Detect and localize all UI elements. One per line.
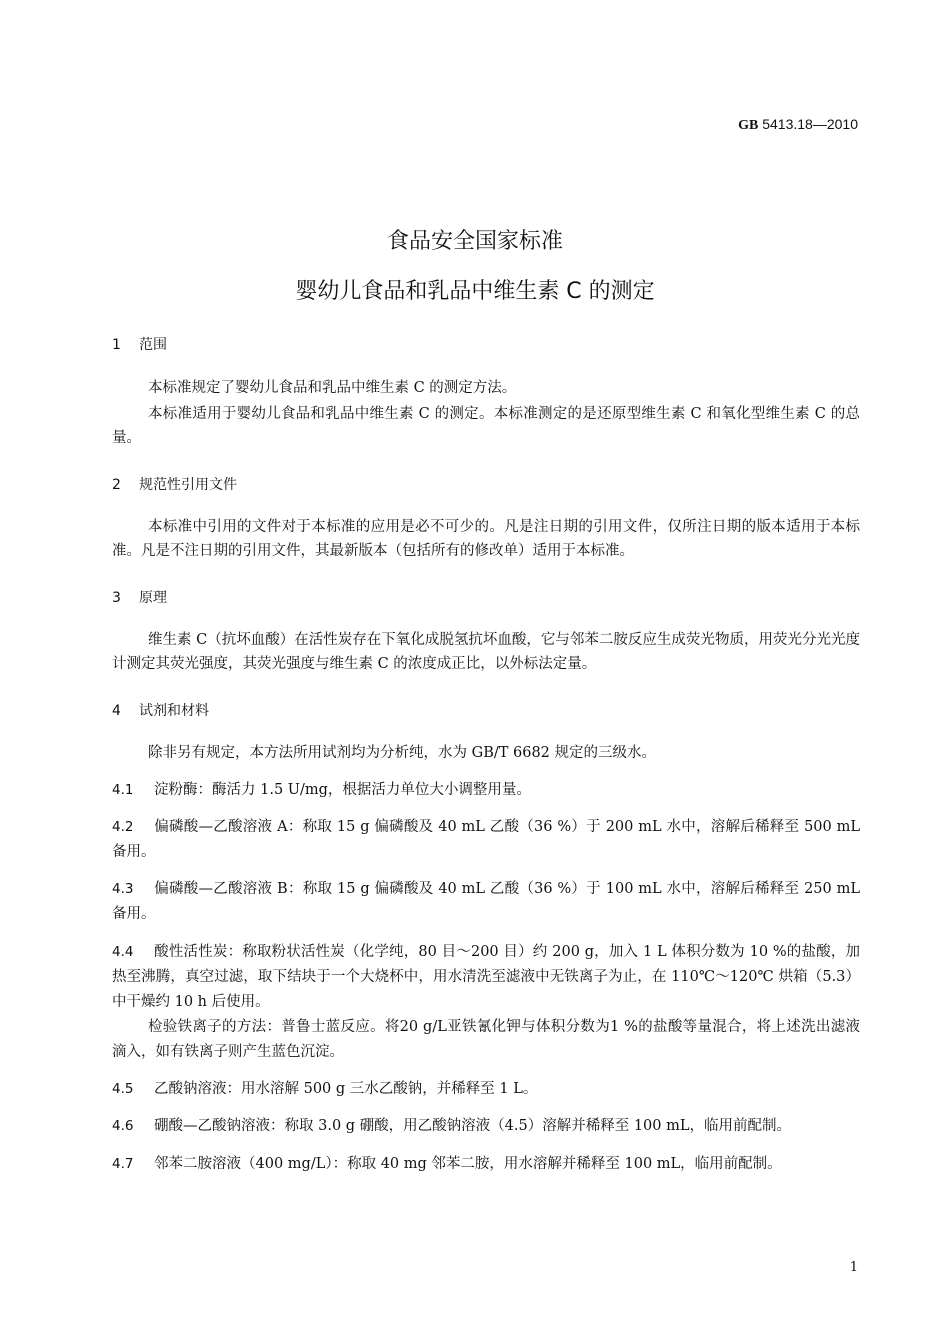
section-number: 1 — [112, 337, 121, 353]
paragraph-normative-references: 本标准中引用的文件对于本标准的应用是必不可少的。凡是注日期的引用文件，仅所注日期的版本适用于本标准。凡是不注日期的引用文件，其最新版本（包括所有的修改单）适用于本标准。 — [112, 519, 860, 559]
section-title: 试剂和材料 — [139, 703, 209, 719]
reagent-item-4-6 — [112, 1114, 860, 1139]
section-heading-normative-references — [112, 474, 237, 494]
item-number: 4.4 — [112, 944, 134, 960]
reagent-item-4-2 — [112, 815, 860, 865]
item-text: 偏磷酸—乙酸溶液 A：称取 15 g 偏磷酸及 40 mL 乙酸（36 %）于 200 mL 水中，溶解后稀释至 500 mL 备用。 — [112, 819, 860, 860]
item-number: 4.1 — [112, 782, 134, 798]
item-number: 4.3 — [112, 881, 134, 897]
paragraph-scope-2: 本标准适用于婴幼儿食品和乳品中维生素 C 的测定。本标准测定的是还原型维生素 C 和氧化型维生素 C 的总量。 — [112, 406, 860, 446]
item-text: 淀粉酶：酶活力 1.5 U/mg，根据活力单位大小调整用量。 — [154, 782, 531, 798]
section-heading-reagents — [112, 700, 209, 720]
item-text: 邻苯二胺溶液（400 mg/L）：称取 40 mg 邻苯二胺，用水溶解并稀释至 100 mL，临用前配制。 — [154, 1156, 782, 1172]
section-heading-principle — [112, 587, 167, 607]
paragraph-principle: 维生素 C（抗坏血酸）在活性炭存在下氧化成脱氢抗坏血酸，它与邻苯二胺反应生成荧光物质，用荧光分光光度计测定其荧光强度，其荧光强度与维生素 C 的浓度成正比，以外标法定量。 — [112, 632, 860, 672]
document-title-line2: 婴幼儿食品和乳品中维生素 C 的测定 — [295, 279, 655, 304]
item-text: 酸性活性炭：称取粉状活性炭（化学纯，80 目～200 目）约 200 g，加入 1 L 体积分数为 10 %的盐酸，加热至沸腾，真空过滤，取下结块于一个大烧杯中，用水清洗至滤液中无铁离子为止，在 110℃～120℃ 烘箱（5.3）中干燥约 10 h 后使用。 — [112, 944, 860, 1010]
reagent-item-4-3 — [112, 877, 860, 927]
section-title: 范围 — [139, 337, 167, 353]
section-title: 规范性引用文件 — [139, 477, 237, 493]
reagent-item-4-7 — [112, 1152, 860, 1177]
paragraph-scope-1: 本标准规定了婴幼儿食品和乳品中维生素 C 的测定方法。 — [148, 380, 517, 396]
section-title: 原理 — [139, 590, 167, 606]
reagent-item-4-4 — [112, 940, 860, 1015]
paragraph-iron-test: 检验铁离子的方法：普鲁士蓝反应。将20 g/L亚铁氰化钾与体积分数为1 %的盐酸等量混合，将上述洗出滤液滴入，如有铁离子则产生蓝色沉淀。 — [112, 1019, 860, 1060]
standard-code-prefix: GB — [738, 118, 759, 133]
section-number: 2 — [112, 477, 121, 493]
section-number: 3 — [112, 590, 121, 606]
paragraph-reagents-intro: 除非另有规定，本方法所用试剂均为分析纯，水为 GB/T 6682 规定的三级水。 — [148, 745, 657, 761]
item-number: 4.7 — [112, 1156, 134, 1172]
section-number: 4 — [112, 703, 121, 719]
page-number: 1 — [849, 1260, 858, 1275]
standard-code-number: 5413.18—2010 — [762, 116, 858, 132]
item-number: 4.2 — [112, 819, 134, 835]
item-number: 4.6 — [112, 1118, 134, 1134]
item-text: 偏磷酸—乙酸溶液 B：称取 15 g 偏磷酸及 40 mL 乙酸（36 %）于 100 mL 水中，溶解后稀释至 250 mL 备用。 — [112, 881, 860, 922]
item-text: 乙酸钠溶液：用水溶解 500 g 三水乙酸钠，并稀释至 1 L。 — [154, 1081, 538, 1097]
section-heading-scope — [112, 334, 167, 354]
standard-code — [738, 116, 858, 134]
document-title-line1: 食品安全国家标准 — [386, 229, 563, 254]
item-number: 4.5 — [112, 1081, 134, 1097]
item-text: 硼酸—乙酸钠溶液：称取 3.0 g 硼酸，用乙酸钠溶液（4.5）溶解并稀释至 100 mL，临用前配制。 — [154, 1118, 791, 1134]
reagent-item-4-5 — [112, 1077, 860, 1102]
reagent-item-4-1 — [112, 778, 860, 803]
